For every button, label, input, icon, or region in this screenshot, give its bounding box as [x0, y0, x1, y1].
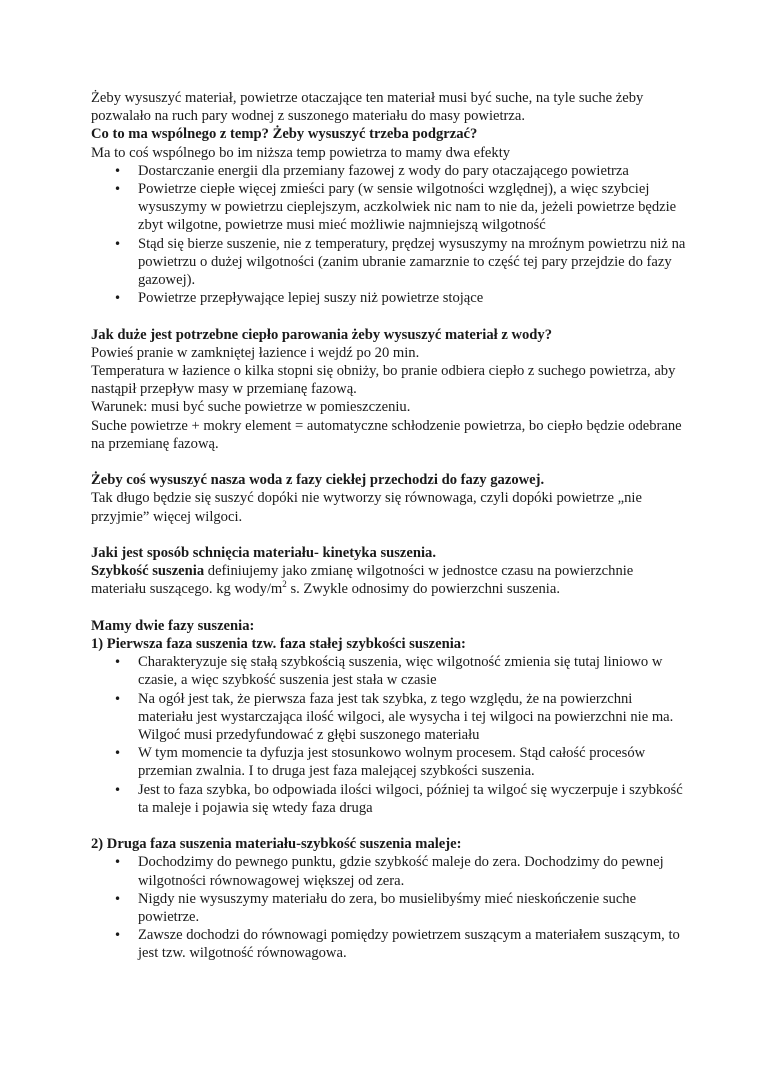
phase-1-heading: 1) Pierwsza faza suszenia tzw. faza stałej szybkości suszenia: — [91, 636, 466, 653]
phase-2-heading: 2) Druga faza suszenia materiału-szybkość suszenia maleje: — [91, 836, 462, 853]
list-item: • Charakteryzuje się stałą szybkością suszenia, więc wilgotność zmienia się tutaj liniowo w czasie, a więc szybkość suszenia jest stała w czasie — [91, 653, 691, 689]
spacer — [91, 599, 691, 617]
section-heading: Mamy dwie fazy suszenia: — [91, 617, 255, 634]
definition-text-end: s. Zwykle odnosimy do powierzchni suszenia. — [286, 581, 560, 598]
document-page — [91, 89, 691, 963]
paragraph: Temperatura w łazience o kilka stopni się obniży, bo pranie odbiera ciepło z suchego powietrza, aby nastąpił przepływ masy w przemianę fazową. — [91, 363, 676, 398]
unit-exponent: 2 — [282, 579, 287, 590]
definition-text: definiujemy jako zmianę wilgotności w jednostce czasu na powierzchnie materiału suszącego. kg wody/m — [91, 563, 634, 598]
phase-2-bullet-list — [91, 853, 691, 962]
definition-term: Szybkość suszenia — [91, 563, 205, 580]
spacer — [91, 526, 691, 544]
spacer — [91, 307, 691, 325]
list-item: • Stąd się bierze suszenie, nie z temperatury, prędzej wysuszymy na mroźnym powietrzu niż na powietrzu o dużej wilgotności (zanim ubranie zamarznie to część tej pary przejdzie do fazy gazowej). — [91, 235, 691, 290]
list-item: • Nigdy nie wysuszymy materiału do zera, bo musielibyśmy mieć nieskończenie suche powietrze. — [91, 890, 691, 926]
paragraph: Powieś pranie w zamkniętej łazience i wejdź po 20 min. — [91, 344, 420, 361]
paragraph: Tak długo będzie się suszyć dopóki nie wytworzy się równowaga, czyli dopóki powietrze „nie przyjmie” więcej wilgoci. — [91, 490, 642, 525]
section-heading: Jaki jest sposób schnięcia materiału- kinetyka suszenia. — [91, 545, 436, 562]
section-heading: Jak duże jest potrzebne ciepło parowania żeby wysuszyć materiał z wody? — [91, 326, 553, 343]
spacer — [91, 817, 691, 835]
intro-paragraph-2: Ma to coś wspólnego bo im niższa temp powietrza to mamy dwa efekty — [91, 144, 511, 161]
list-item: • Na ogół jest tak, że pierwsza faza jest tak szybka, z tego względu, że na powierzchni materiału jest wystarczająca ilość wilgoci, ale wysycha i tej wilgoci na powierzchni nie ma. Wilgoć musi przedyfundować z głębi suszonego materiału — [91, 690, 691, 745]
section-heading: Żeby coś wysuszyć nasza woda z fazy ciekłej przechodzi do fazy gazowej. — [91, 472, 545, 489]
list-item: • Powietrze przepływające lepiej suszy niż powietrze stojące — [91, 289, 691, 307]
list-item: • Powietrze ciepłe więcej zmieści pary (w sensie wilgotności względnej), a więc szybciej wysuszymy w powietrzu cieplejszym, aczkolwiek nic nam to nie da, jeżeli powietrze będzie zbyt wilgotne, powietrze musi mieć możliwie najmniejszą wilgotność — [91, 180, 691, 235]
question-heading: Co to ma wspólnego z temp? Żeby wysuszyć trzeba podgrzać? — [91, 126, 478, 143]
phase-1-bullet-list — [91, 653, 691, 817]
list-item: • Dochodzimy do pewnego punktu, gdzie szybkość maleje do zera. Dochodzimy do pewnej wilgotności równowagowej większej od zera. — [91, 853, 691, 889]
definition-paragraph — [91, 562, 691, 598]
spacer — [91, 453, 691, 471]
paragraph: Warunek: musi być suche powietrze w pomieszczeniu. — [91, 399, 411, 416]
paragraph: Suche powietrze + mokry element = automatyczne schłodzenie powietrza, bo ciepło będzie odebrane na przemianę fazową. — [91, 417, 682, 452]
list-item: • W tym momencie ta dyfuzja jest stosunkowo wolnym procesem. Stąd całość procesów przemian zwalnia. I to druga jest faza malejącej szybkości suszenia. — [91, 744, 691, 780]
list-item: • Jest to faza szybka, bo odpowiada ilości wilgoci, później ta wilgoć się wyczerpuje i szybkość ta maleje i pojawia się wtedy faza druga — [91, 781, 691, 817]
intro-bullet-list — [91, 162, 691, 308]
intro-paragraph: Żeby wysuszyć materiał, powietrze otaczające ten materiał musi być suche, na tyle suche żeby pozwalało na ruch pary wodnej z suszonego materiału do masy powietrza. — [91, 90, 644, 125]
list-item: • Dostarczanie energii dla przemiany fazowej z wody do pary otaczającego powietrza — [91, 162, 691, 180]
list-item: • Zawsze dochodzi do równowagi pomiędzy powietrzem suszącym a materiałem suszącym, to jest tzw. wilgotność równowagowa. — [91, 926, 691, 962]
